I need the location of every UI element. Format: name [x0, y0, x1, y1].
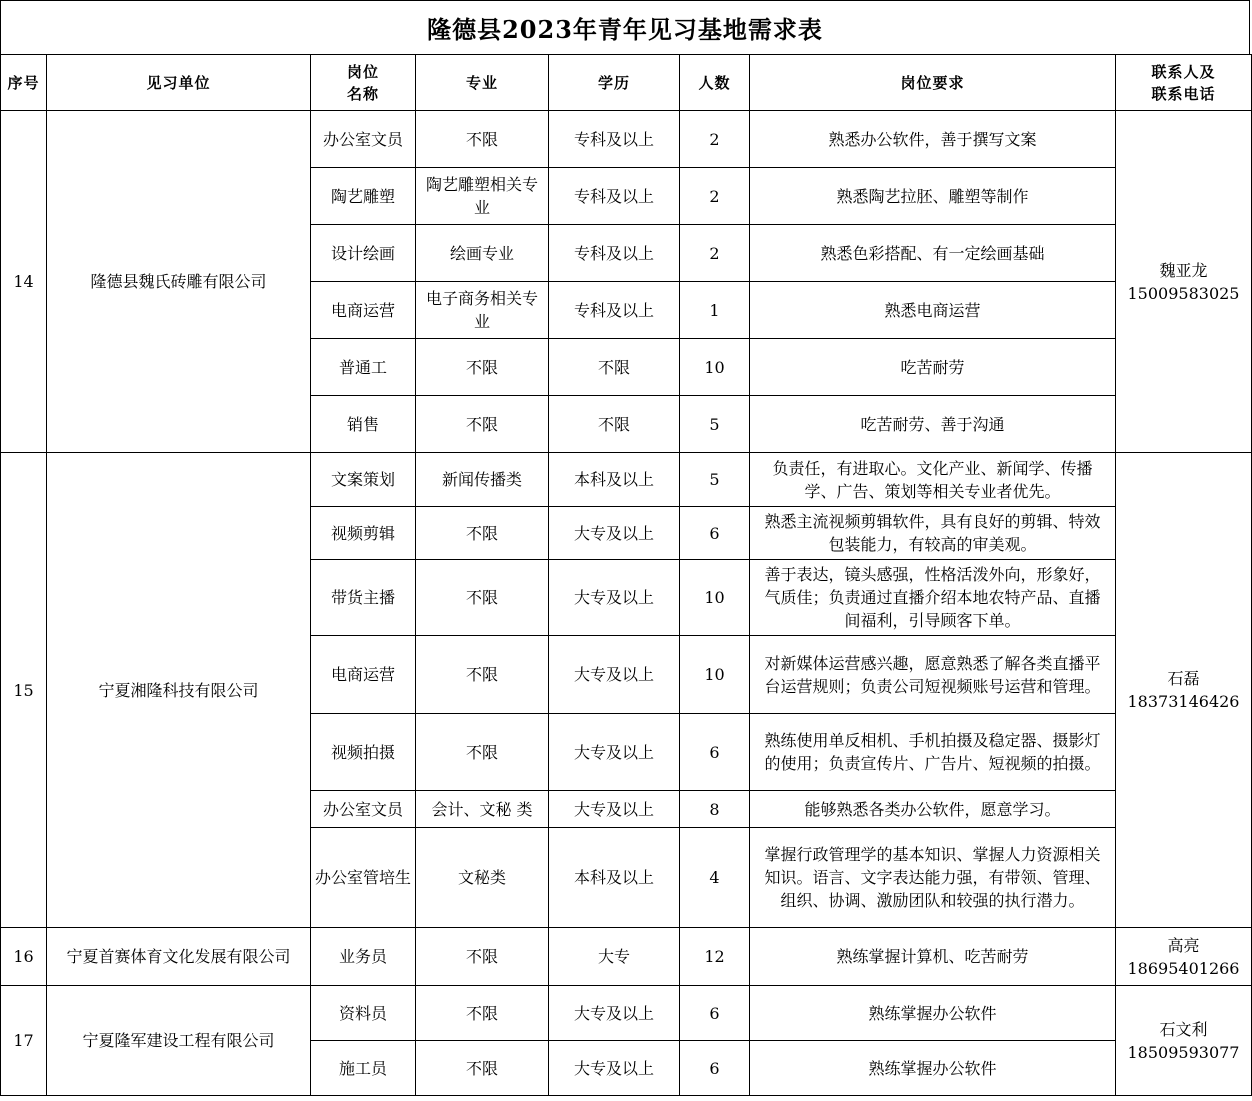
- contact-cell: [1116, 453, 1252, 928]
- major-cell: 不限: [416, 928, 549, 986]
- unit-cell: 宁夏湘隆科技有限公司: [47, 453, 311, 928]
- contact-cell: [1116, 986, 1252, 1096]
- count-cell: 12: [680, 928, 750, 986]
- major-cell: 电子商务相关专业: [416, 282, 549, 339]
- edu-cell: 大专及以上: [549, 791, 680, 828]
- edu-cell: 大专及以上: [549, 636, 680, 714]
- unit-cell: 宁夏首赛体育文化发展有限公司: [47, 928, 311, 986]
- header-contact: [1116, 55, 1252, 111]
- major-cell: 不限: [416, 560, 549, 636]
- header-requirements: 岗位要求: [750, 55, 1116, 111]
- requirements-cell: 善于表达，镜头感强，性格活泼外向，形象好，气质佳；负责通过直播介绍本地农特产品、直播间福利，引导顾客下单。: [750, 560, 1116, 636]
- edu-cell: 不限: [549, 339, 680, 396]
- post-cell: 陶艺雕塑: [311, 168, 416, 225]
- contact-cell: [1116, 928, 1252, 986]
- post-cell: 资料员: [311, 986, 416, 1041]
- header-contact-line2: 联系电话: [1151, 84, 1216, 103]
- requirements-cell: 掌握行政管理学的基本知识、掌握人力资源相关知识。语言、文字表达能力强，有带领、管理、组织、协调、激励团队和较强的执行潜力。: [750, 828, 1116, 928]
- count-cell: 8: [680, 791, 750, 828]
- count-cell: 6: [680, 1041, 750, 1096]
- header-seq: 序号: [1, 55, 47, 111]
- major-cell: 不限: [416, 986, 549, 1041]
- post-cell: 施工员: [311, 1041, 416, 1096]
- edu-cell: 专科及以上: [549, 225, 680, 282]
- requirements-cell: 吃苦耐劳: [750, 339, 1116, 396]
- count-cell: 5: [680, 396, 750, 453]
- count-cell: 6: [680, 986, 750, 1041]
- seq-cell: 15: [1, 453, 47, 928]
- requirements-cell: 熟练掌握办公软件: [750, 986, 1116, 1041]
- major-cell: 不限: [416, 339, 549, 396]
- requirements-cell: 熟悉电商运营: [750, 282, 1116, 339]
- major-cell: 绘画专业: [416, 225, 549, 282]
- requirements-cell: 负责任，有进取心。文化产业、新闻学、传播学、广告、策划等相关专业者优先。: [750, 453, 1116, 507]
- seq-cell: 14: [1, 111, 47, 453]
- post-cell: 视频拍摄: [311, 714, 416, 791]
- count-cell: 2: [680, 111, 750, 168]
- header-unit: 见习单位: [47, 55, 311, 111]
- table-row: [1, 928, 1252, 986]
- requirements-cell: 熟悉主流视频剪辑软件，具有良好的剪辑、特效包装能力，有较高的审美观。: [750, 507, 1116, 560]
- major-cell: 不限: [416, 111, 549, 168]
- edu-cell: 不限: [549, 396, 680, 453]
- requirements-cell: 能够熟悉各类办公软件，愿意学习。: [750, 791, 1116, 828]
- edu-cell: 专科及以上: [549, 282, 680, 339]
- contact-name: 魏亚龙: [1159, 260, 1208, 280]
- post-cell: 办公室文员: [311, 111, 416, 168]
- edu-cell: 本科及以上: [549, 453, 680, 507]
- contact-name: 石文利: [1159, 1019, 1208, 1039]
- count-cell: 6: [680, 714, 750, 791]
- edu-cell: 专科及以上: [549, 168, 680, 225]
- post-cell: 电商运营: [311, 636, 416, 714]
- contact-name: 石磊: [1167, 669, 1200, 688]
- requirements-table: [0, 54, 1252, 1096]
- post-cell: 办公室文员: [311, 791, 416, 828]
- header-post-line2: 名称: [346, 84, 379, 103]
- contact-name: 高亮: [1167, 935, 1200, 955]
- contact-phone: 18373146426: [1127, 692, 1240, 711]
- unit-cell: 宁夏隆军建设工程有限公司: [47, 986, 311, 1096]
- edu-cell: 大专及以上: [549, 714, 680, 791]
- count-cell: 10: [680, 339, 750, 396]
- post-cell: 办公室管培生: [311, 828, 416, 928]
- post-cell: 视频剪辑: [311, 507, 416, 560]
- post-cell: 带货主播: [311, 560, 416, 636]
- post-cell: 电商运营: [311, 282, 416, 339]
- major-cell: 陶艺雕塑相关专业: [416, 168, 549, 225]
- requirements-cell: 熟悉色彩搭配、有一定绘画基础: [750, 225, 1116, 282]
- post-cell: 设计绘画: [311, 225, 416, 282]
- count-cell: 2: [680, 168, 750, 225]
- edu-cell: 大专及以上: [549, 507, 680, 560]
- major-cell: 不限: [416, 636, 549, 714]
- contact-phone: 18509593077: [1127, 1042, 1240, 1062]
- table-row: [1, 453, 1252, 507]
- major-cell: 会计、文秘 类: [416, 791, 549, 828]
- requirements-cell: 熟悉陶艺拉胚、雕塑等制作: [750, 168, 1116, 225]
- requirements-cell: 熟练掌握办公软件: [750, 1041, 1116, 1096]
- count-cell: 5: [680, 453, 750, 507]
- edu-cell: 专科及以上: [549, 111, 680, 168]
- post-cell: 文案策划: [311, 453, 416, 507]
- unit-cell: 隆德县魏氏砖雕有限公司: [47, 111, 311, 453]
- edu-cell: 本科及以上: [549, 828, 680, 928]
- edu-cell: 大专及以上: [549, 1041, 680, 1096]
- header-row: [1, 55, 1252, 111]
- requirements-cell: 熟悉办公软件，善于撰写文案: [750, 111, 1116, 168]
- count-cell: 10: [680, 560, 750, 636]
- table-row: [1, 111, 1252, 168]
- contact-phone: 18695401266: [1127, 958, 1240, 978]
- edu-cell: 大专: [549, 928, 680, 986]
- header-post-line1: 岗位: [346, 62, 379, 81]
- requirements-cell: 熟练掌握计算机、吃苦耐劳: [750, 928, 1116, 986]
- count-cell: 4: [680, 828, 750, 928]
- major-cell: 文秘类: [416, 828, 549, 928]
- contact-cell: [1116, 111, 1252, 453]
- count-cell: 6: [680, 507, 750, 560]
- contact-phone: 15009583025: [1127, 283, 1240, 303]
- count-cell: 2: [680, 225, 750, 282]
- header-edu: 学历: [549, 55, 680, 111]
- seq-cell: 16: [1, 928, 47, 986]
- header-contact-line1: 联系人及: [1151, 62, 1216, 81]
- page-title: 隆德县2023年青年见习基地需求表: [0, 0, 1250, 54]
- post-cell: 普通工: [311, 339, 416, 396]
- major-cell: 不限: [416, 714, 549, 791]
- edu-cell: 大专及以上: [549, 986, 680, 1041]
- header-major: 专业: [416, 55, 549, 111]
- count-cell: 1: [680, 282, 750, 339]
- requirements-cell: 对新媒体运营感兴趣，愿意熟悉了解各类直播平台运营规则；负责公司短视频账号运营和管理。: [750, 636, 1116, 714]
- post-cell: 业务员: [311, 928, 416, 986]
- major-cell: 不限: [416, 396, 549, 453]
- major-cell: 新闻传播类: [416, 453, 549, 507]
- post-cell: 销售: [311, 396, 416, 453]
- major-cell: 不限: [416, 1041, 549, 1096]
- count-cell: 10: [680, 636, 750, 714]
- requirements-cell: 熟练使用单反相机、手机拍摄及稳定器、摄影灯的使用；负责宣传片、广告片、短视频的拍摄。: [750, 714, 1116, 791]
- major-cell: 不限: [416, 507, 549, 560]
- edu-cell: 大专及以上: [549, 560, 680, 636]
- header-post: [311, 55, 416, 111]
- seq-cell: 17: [1, 986, 47, 1096]
- table-row: [1, 986, 1252, 1041]
- header-count: 人数: [680, 55, 750, 111]
- requirements-cell: 吃苦耐劳、善于沟通: [750, 396, 1116, 453]
